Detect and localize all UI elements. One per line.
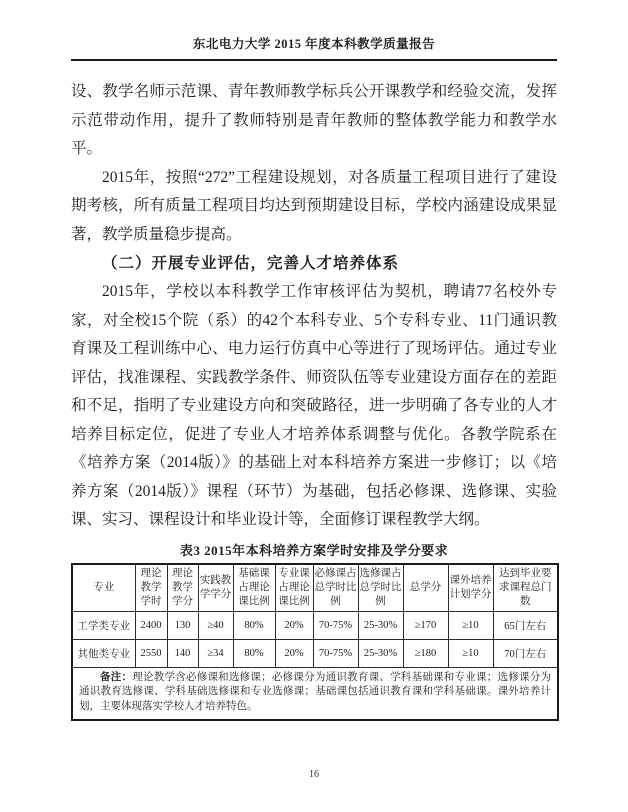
cell-theory-hours: 2400 <box>135 611 167 639</box>
cell-total-credits: ≥170 <box>403 611 448 639</box>
header-cell-theory-credits: 理论教学学分 <box>167 564 198 612</box>
cell-extracurricular-credits: ≥10 <box>448 611 493 639</box>
paragraph-evaluation: 2015年，学校以本科教学工作审核评估为契机，聘请77名校外专家，对全校15个院（系）的42个本科专业、5个专科专业、11门通识教育课及工程训练中心、电力运行仿真中心等进行了现场评估。通过专业评估，找准课程、实践教学条件、师资队伍等专业建设方面存在的差距和不足，指明了专业建设方向和突破路径，进一步明确了各专业的人才培养目标定位，促进了专业人才培养体系调整与优化。各教学院系在《培养方案（2014版）》的基础上对本科培养方案进一步修订；以《培养方案（2014版）》课程（环节）为基础，包括必修课、选修课、实验课、实习、课程设计和毕业设计等，全面修订课程教学大纲。 <box>71 283 557 528</box>
cell-total-credits: ≥180 <box>403 639 448 667</box>
cell-required-ratio: 70-75% <box>313 611 358 639</box>
table-header-row <box>72 564 558 612</box>
table-row-engineering <box>72 611 558 639</box>
header-cell-major-ratio: 专业课占理论课比例 <box>275 564 313 612</box>
table-note <box>79 671 551 715</box>
cell-extracurricular-credits: ≥10 <box>448 639 493 667</box>
note-label: 备注： <box>100 671 133 683</box>
cell-practice-credits: ≥34 <box>198 639 233 667</box>
cell-major: 工学类专业 <box>72 611 135 639</box>
cell-elective-ratio: 25-30% <box>358 611 403 639</box>
cell-major-ratio: 20% <box>275 639 313 667</box>
table-caption: 表3 2015年本科培养方案学时安排及学分要求 <box>179 542 449 558</box>
paragraph-continuation: 设、教学名师示范课、青年教师教学标兵公开课教学和经验交流，发挥示范带动作用，提升了教师特别是青年教师的整体教学能力和教学水平。 <box>71 83 557 157</box>
table-note-cell <box>72 667 558 720</box>
cell-major-ratio: 20% <box>275 611 313 639</box>
note-text: 理论教学含必修课和选修课；必修课分为通识教育课、学科基础课和专业课；选修课分为通识教育选修课、学科基础选修课和专业选修课；基础课包括通识教育课和学科基础课。课外培养计划，主要体现落实学校人才培养特色。 <box>79 671 552 712</box>
cell-graduation-courses: 70门左右 <box>493 639 558 667</box>
cell-elective-ratio: 25-30% <box>358 639 403 667</box>
body-text <box>71 78 557 535</box>
training-plan-table <box>71 563 559 722</box>
cell-practice-credits: ≥40 <box>198 611 233 639</box>
cell-theory-hours: 2550 <box>135 639 167 667</box>
section-heading: （二）开展专业评估，完善人才培养体系 <box>102 255 400 272</box>
header-cell-required-ratio: 必修课占总学时比例 <box>313 564 358 612</box>
header-cell-total-credits: 总学分 <box>403 564 448 612</box>
page-header-title: 东北电力大学 2015 年度本科教学质量报告 <box>71 34 557 61</box>
cell-required-ratio: 70-75% <box>313 639 358 667</box>
cell-basic-ratio: 80% <box>233 611 275 639</box>
cell-major: 其他类专业 <box>72 639 135 667</box>
header-cell-graduation-courses: 达到毕业要求课程总门数 <box>493 564 558 612</box>
header-cell-basic-ratio: 基础课占理论课比例 <box>233 564 275 612</box>
table-row-other <box>72 639 558 667</box>
cell-graduation-courses: 65门左右 <box>493 611 558 639</box>
header-cell-elective-ratio: 选修课占总学时比例 <box>358 564 403 612</box>
header-cell-extracurricular-credits: 课外培养计划学分 <box>448 564 493 612</box>
header-cell-practice-credits: 实践教学学分 <box>198 564 233 612</box>
cell-theory-credits: 130 <box>167 611 198 639</box>
cell-basic-ratio: 80% <box>233 639 275 667</box>
page-number: 16 <box>309 769 319 780</box>
header-cell-theory-hours: 理论教学学时 <box>135 564 167 612</box>
paragraph-272-project: 2015年，按照“272”工程建设规划，对各质量工程项目进行了建设期考核，所有质量工程项目均达到预期建设目标，学校内涵建设成果显著，教学质量稳步提高。 <box>71 168 557 243</box>
header-cell-major: 专业 <box>72 564 135 612</box>
table-note-row <box>72 667 558 720</box>
cell-theory-credits: 140 <box>167 639 198 667</box>
